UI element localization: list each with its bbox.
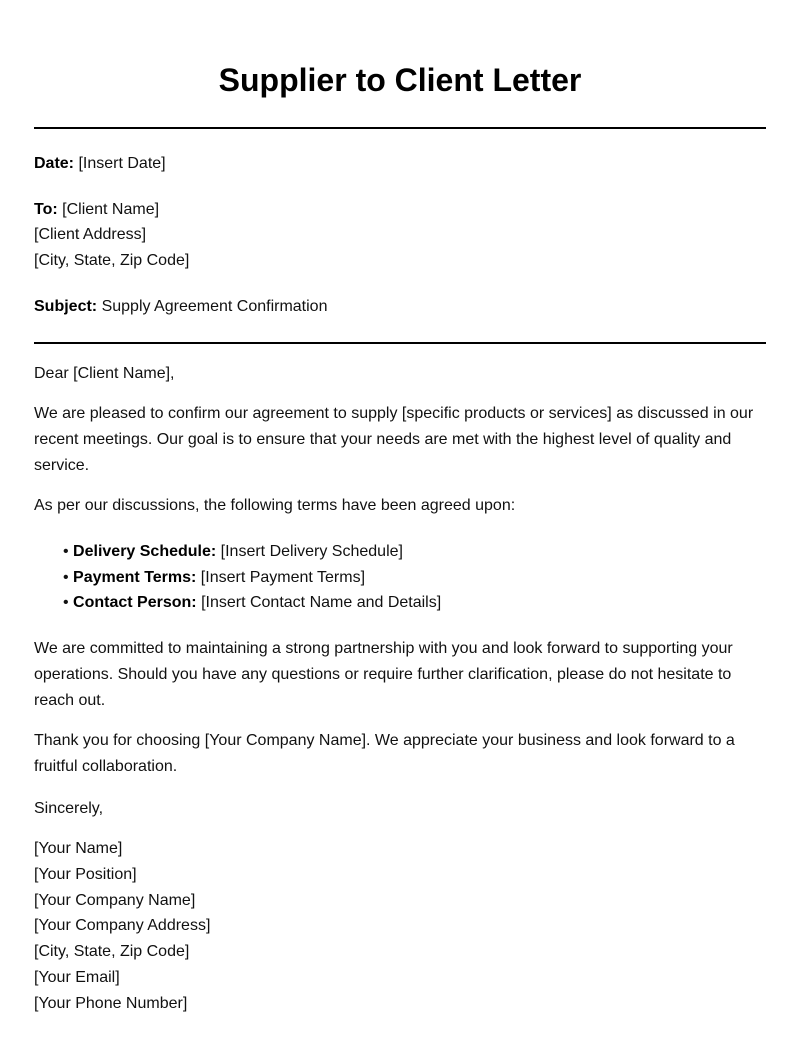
paragraph-terms-intro: As per our discussions, the following terms have been agreed upon: xyxy=(34,497,516,515)
signature-address: [Your Company Address] xyxy=(34,917,211,935)
letter-page xyxy=(34,0,766,1016)
term-value: [Insert Delivery Schedule] xyxy=(216,543,403,561)
date-line xyxy=(34,151,766,177)
term-label: Contact Person: xyxy=(73,594,197,612)
term-label: Payment Terms: xyxy=(73,568,197,586)
top-divider xyxy=(34,127,766,129)
client-address: [Client Address] xyxy=(34,226,147,244)
closing: Sincerely, xyxy=(34,799,104,817)
list-item xyxy=(63,590,766,616)
subject-label: Subject: xyxy=(34,297,98,315)
subject-value: Supply Agreement Confirmation xyxy=(97,297,328,315)
term-value: [Insert Contact Name and Details] xyxy=(196,594,442,612)
to-line xyxy=(34,197,766,223)
list-item xyxy=(63,565,766,591)
paragraph-thanks: Thank you for choosing [Your Company Name]. We appreciate your business and look forward to a fruitful collaboration. xyxy=(34,732,735,775)
recipient-block xyxy=(34,197,766,274)
to-label: To: xyxy=(34,200,58,218)
date-block xyxy=(34,151,766,177)
date-label: Date: xyxy=(34,155,75,172)
greeting: Dear [Client Name], xyxy=(34,364,175,382)
terms-list xyxy=(34,539,766,616)
signature-city: [City, State, Zip Code] xyxy=(34,943,190,961)
client-name: [Client Name] xyxy=(57,200,160,218)
bullet: • xyxy=(63,568,74,586)
term-value: [Insert Payment Terms] xyxy=(196,568,366,586)
subject-line xyxy=(34,294,766,320)
subject-block xyxy=(34,294,766,320)
paragraph-commitment: We are committed to maintaining a strong partnership with you and look forward to supporting your operations. Should you have any questions or require further clarification, please do not hesitate to reach out. xyxy=(34,640,733,709)
client-city: [City, State, Zip Code] xyxy=(34,252,190,270)
bullet: • xyxy=(63,594,74,612)
header-divider xyxy=(34,342,766,344)
signature-name: [Your Name] xyxy=(34,840,123,858)
signature-block xyxy=(34,836,766,1016)
signature-company: [Your Company Name] xyxy=(34,891,196,909)
bullet: • xyxy=(63,543,74,561)
paragraph-intro: We are pleased to confirm our agreement to supply [specific products or services] as discussed in our recent meetings. Our goal is to ensure that your needs are met with the highest level of quality and service. xyxy=(34,405,754,474)
signature-email: [Your Email] xyxy=(34,968,120,986)
page-title: Supplier to Client Letter xyxy=(218,62,582,98)
list-item xyxy=(63,539,766,565)
signature-phone: [Your Phone Number] xyxy=(34,994,188,1012)
term-label: Delivery Schedule: xyxy=(73,543,217,561)
signature-position: [Your Position] xyxy=(34,866,137,884)
date-value: [Insert Date] xyxy=(74,155,166,172)
